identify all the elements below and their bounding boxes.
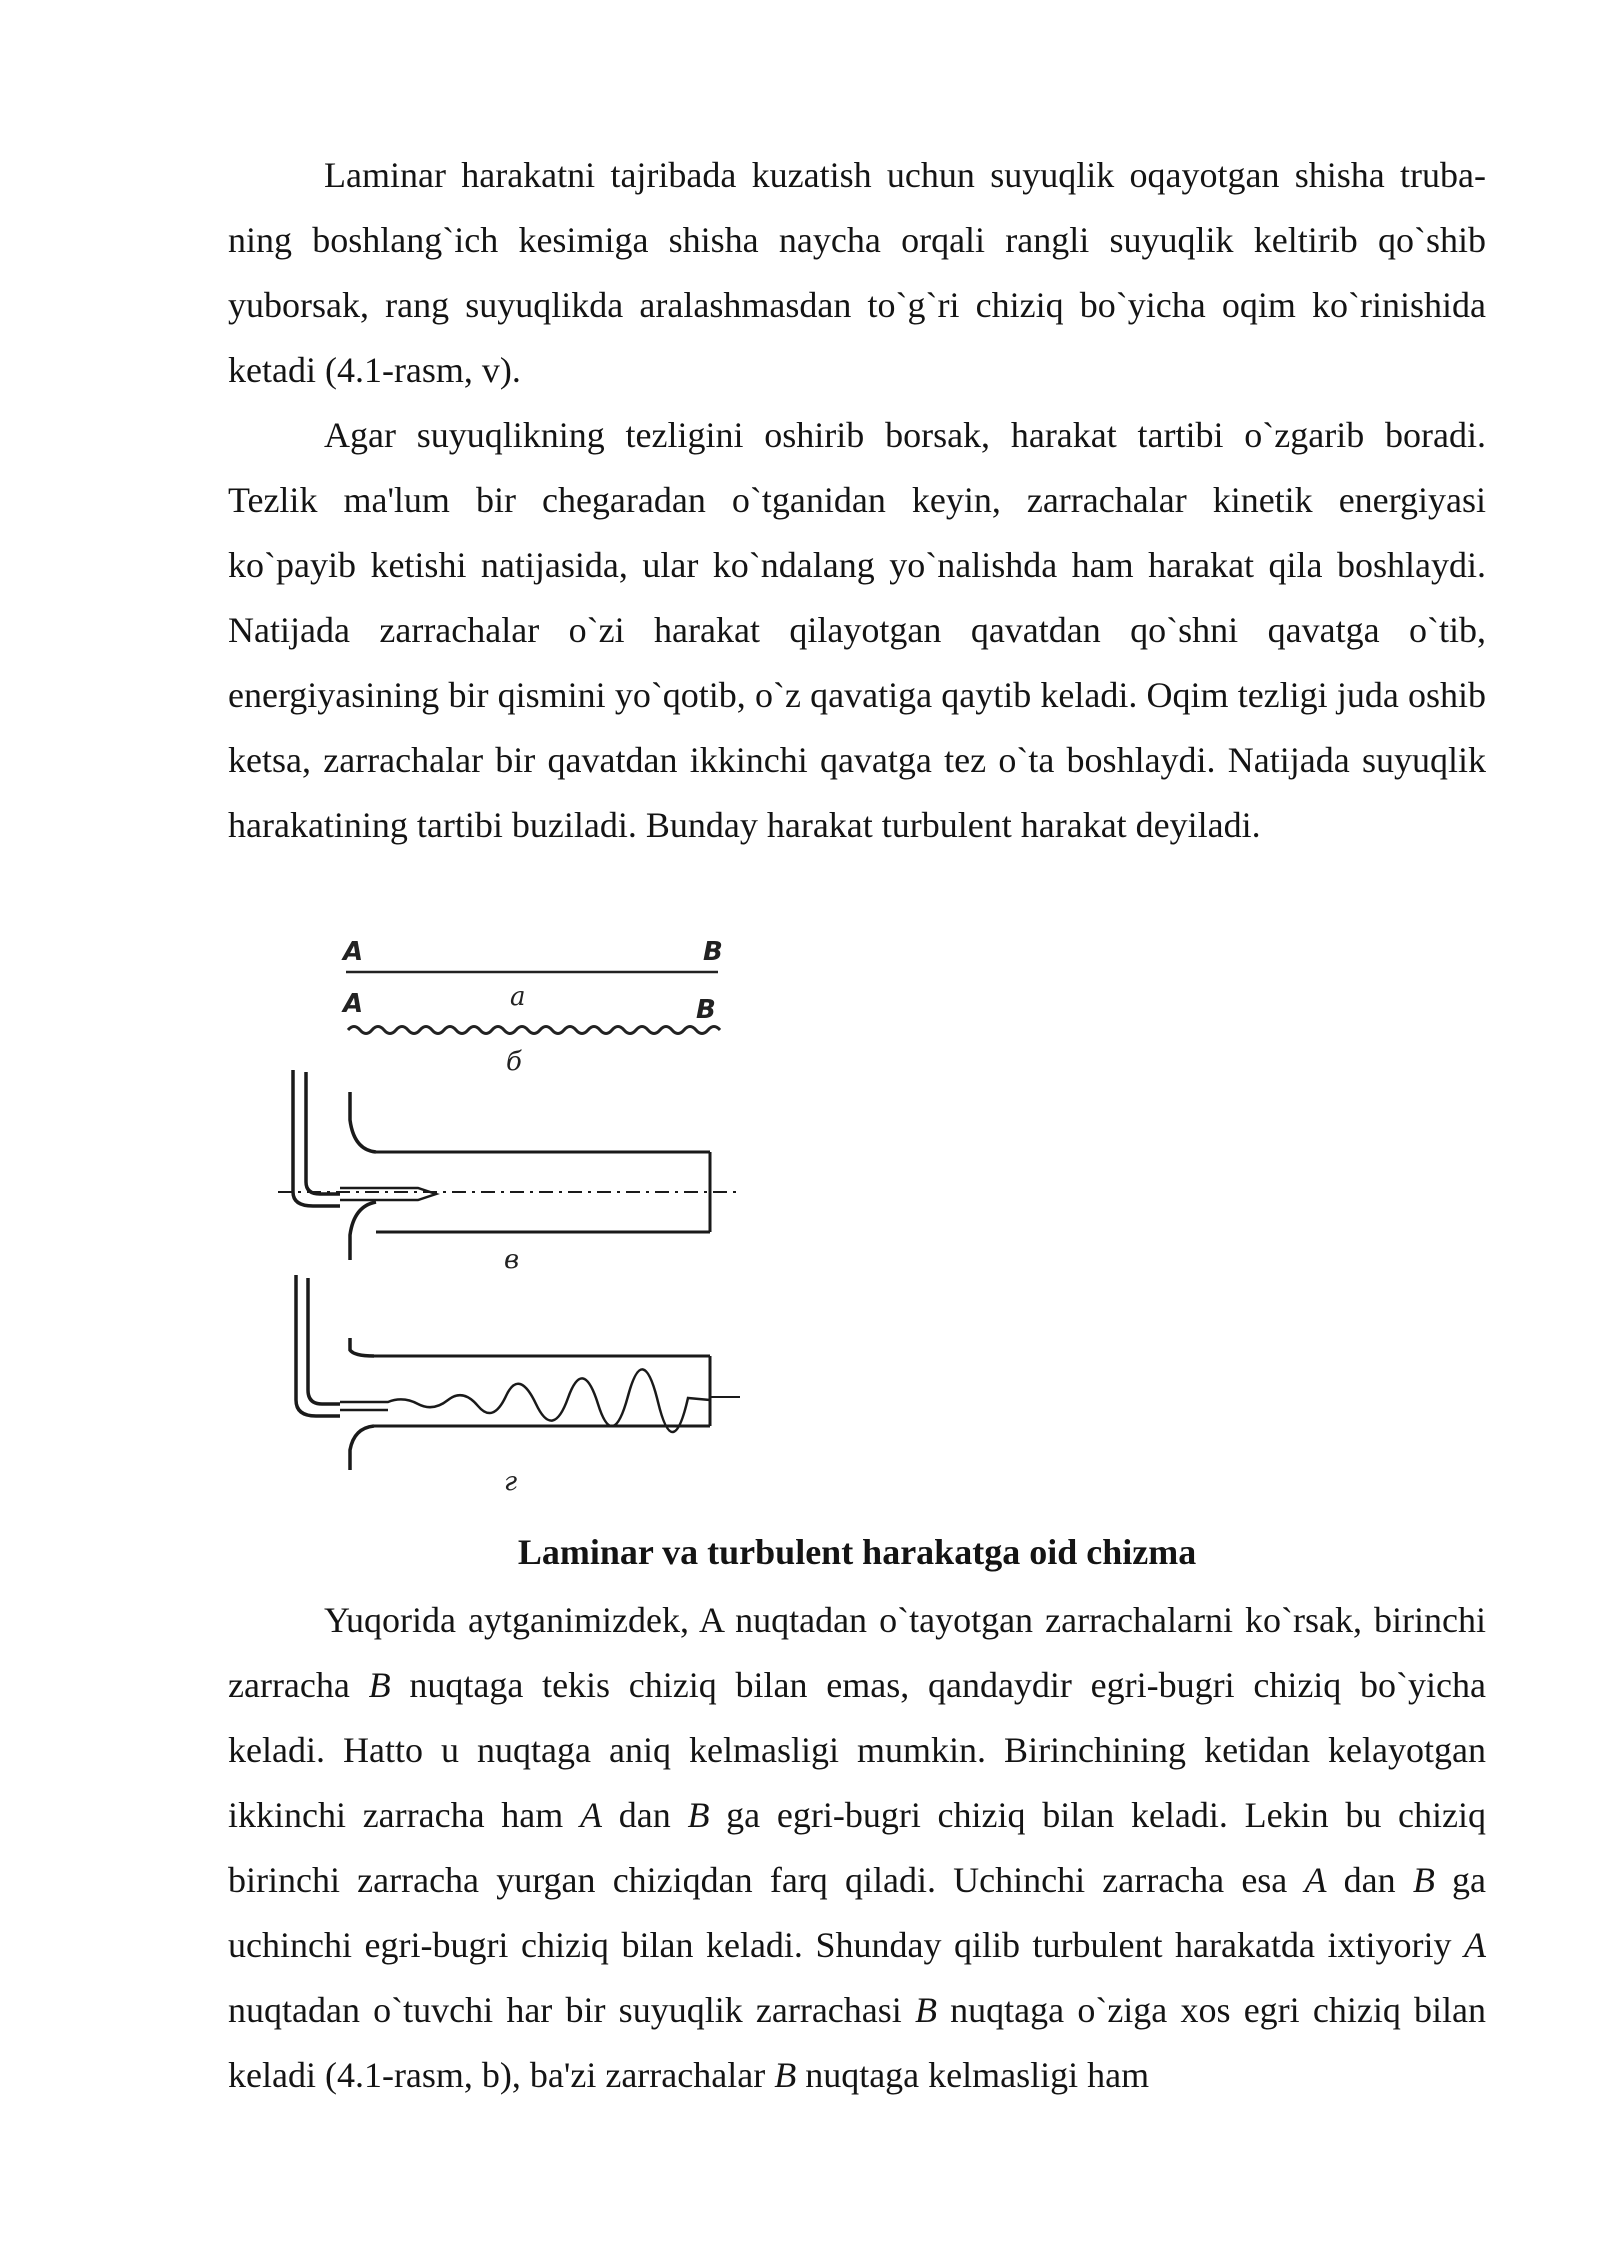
figure-label-a-top: A: [343, 937, 364, 967]
figure-label-b-mid: B: [696, 995, 716, 1025]
paragraph-text-run: ga uchinchi egri-bugri chiziq bilan keladi. Shunday qilib turbulent harakatda ixtiyoriy: [228, 1860, 1486, 1965]
paragraph-text-run: Yuqorida aytganimizdek, A nuqtadan o`tayotgan zarrachalarni ko`rsak, birinchi zarracha: [228, 1600, 1486, 1705]
figure-sublabel-b: б: [506, 1047, 522, 1077]
italic-point-label: A: [1304, 1860, 1327, 1900]
laminar-turbulent-figure: [278, 930, 778, 1505]
paragraph-text-run: nuqtadan o`tuvchi har bir suyuqlik zarrachasi: [228, 1990, 915, 2030]
italic-point-label: B: [914, 1990, 937, 2030]
figure-sublabel-v: в: [504, 1245, 520, 1275]
paragraph-text-run: nuqtaga kelmasligi ham: [796, 2055, 1150, 2095]
figure-label-a-mid: A: [343, 989, 364, 1019]
paragraph-text-run: ga egri-bugri chiziq bilan keladi. Lekin bu chiziq birinchi zarracha yurgan chiziqdan farq qiladi. Uchinchi zarracha esa: [228, 1795, 1487, 1900]
paragraph-turbulent-transition: Agar suyuqlikning tezligini oshirib borsak, harakat tartibi o`zgarib boradi. Tezlik ma'lum bir chegaradan o`tganidan keyin, zarrachalar kinetik energiyasi ko`payib ketishi natijasida, ular ko`ndalang yo`nalishda ham harakat qila boshlaydi. Natijada zarrachalar o`zi harakat qilayotgan qavatdan qo`shni qavatga o`tib, energiyasining bir qismini yo`qotib, o`z qavatiga qaytib keladi. Oqim tezligi juda oshib ketsa, zarrachalar bir qavatdan ikkinchi qavatga tez o`ta boshlaydi. Natijada suyuqlik harakatining tartibi buziladi. Bunday harakat turbulent harakat deyiladi.: [228, 415, 1486, 845]
turbulent-pipe-diagram: [296, 1275, 740, 1470]
italic-point-label: B: [1412, 1860, 1435, 1900]
paragraph-text-run: nuqtaga o`ziga xos egri chiziq bilan keladi (4.1-rasm, b), ba'zi zarrachalar: [228, 1990, 1487, 2095]
italic-point-label: B: [687, 1795, 710, 1835]
paragraph-laminar-experiment: Laminar harakatni tajribada kuzatish uchun suyuqlik oqayotgan shisha trubaning boshlang`ich kesimiga shisha naycha orqali rangli suyuqlik keltirib qo`shib yuborsak, rang suyuqlikda aralashmasdan to`g`ri chiziq bo`yicha oqim ko`rinishida ketadi (4.1-rasm, v).: [228, 155, 1486, 390]
italic-point-label: B: [368, 1665, 391, 1705]
italic-point-label: B: [774, 2055, 797, 2095]
paragraph-text-run: nuqtaga tekis chiziq bilan emas, qandaydir egri-bugri chiziq bo`yicha keladi. Hatto u nuqtaga aniq kelmasligi mumkin. Birinchining ketidan kelayotgan ikkinchi zarracha ham: [228, 1665, 1486, 1835]
laminar-pipe-diagram: [278, 1070, 740, 1260]
figure-sublabel-a: a: [510, 982, 526, 1012]
italic-point-label: A: [580, 1795, 603, 1835]
turbulent-streamline: [348, 1027, 720, 1034]
paragraph-text-run: dan: [1326, 1860, 1413, 1900]
paragraph-turbulent-particles: [228, 1588, 1486, 2108]
figure-label-b-top: B: [703, 937, 723, 967]
figure-caption: Laminar va turbulent harakatga oid chizma: [517, 1532, 1197, 1572]
paragraph-text-run: dan: [602, 1795, 688, 1835]
figure-sublabel-g: г: [504, 1467, 518, 1497]
italic-point-label: A: [1464, 1925, 1486, 1965]
